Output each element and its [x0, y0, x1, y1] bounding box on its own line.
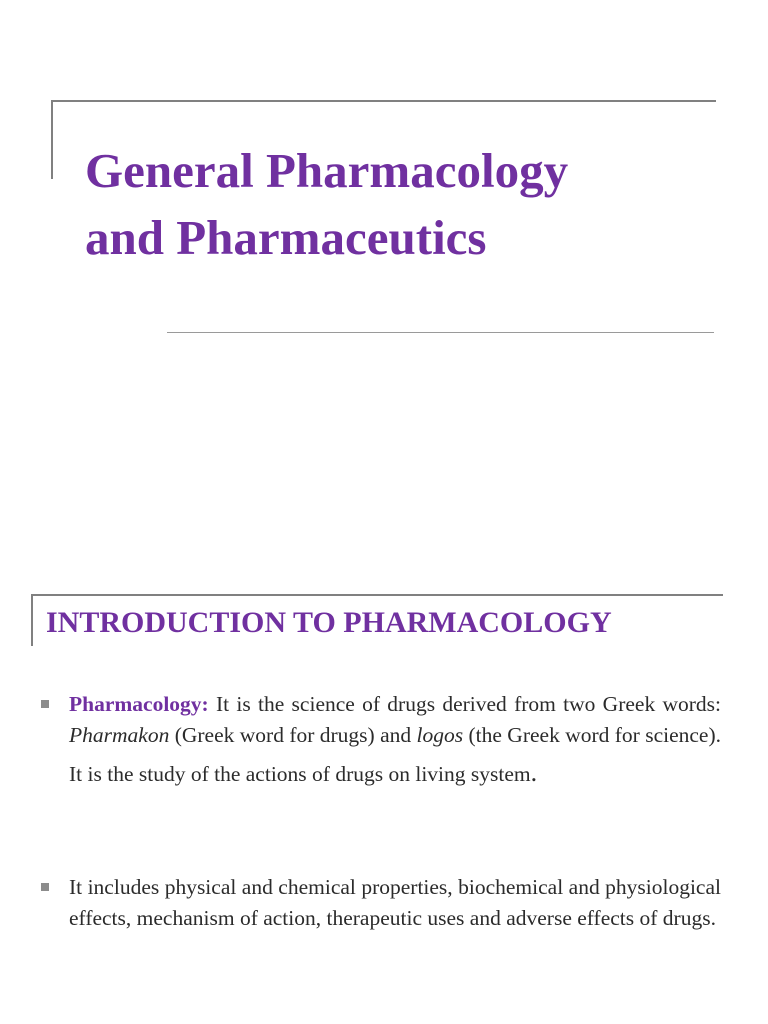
slide-title — [85, 137, 725, 271]
square-bullet-icon — [41, 883, 49, 891]
title-divider — [167, 332, 714, 333]
paragraph-last-line — [415, 757, 537, 790]
slide-title-line-2: and Pharmaceutics — [85, 210, 487, 265]
term-pharmakon: Pharmakon — [69, 723, 170, 747]
paragraph-period: . — [530, 758, 538, 787]
bullet-paragraph-pharmacology — [69, 689, 721, 790]
bullet-paragraph-includes: It includes physical and chemical properties, biochemical and physiological effects, mechanism of action, therapeutic uses and adverse effects of drugs. — [69, 875, 721, 930]
heading-frame-left-line — [31, 594, 33, 646]
square-bullet-icon — [41, 700, 49, 708]
paragraph-text: (the Greek word for science). It is the study of the actions of drugs on — [69, 723, 721, 786]
slide-title-line-1: General Pharmacology — [85, 143, 569, 198]
heading-frame-top-line — [31, 594, 723, 596]
term-logos: logos — [416, 723, 464, 747]
title-frame-top-line — [51, 100, 716, 102]
paragraph-text: (Greek word for drugs) and — [169, 723, 417, 747]
section-heading: INTRODUCTION TO PHARMACOLOGY — [46, 606, 612, 639]
paragraph-text: It is the science of drugs derived from two Greek words: — [208, 692, 721, 716]
title-frame-left-line — [51, 100, 53, 179]
paragraph-text: living system — [415, 762, 531, 786]
term-pharmacology: Pharmacology: — [69, 692, 209, 716]
